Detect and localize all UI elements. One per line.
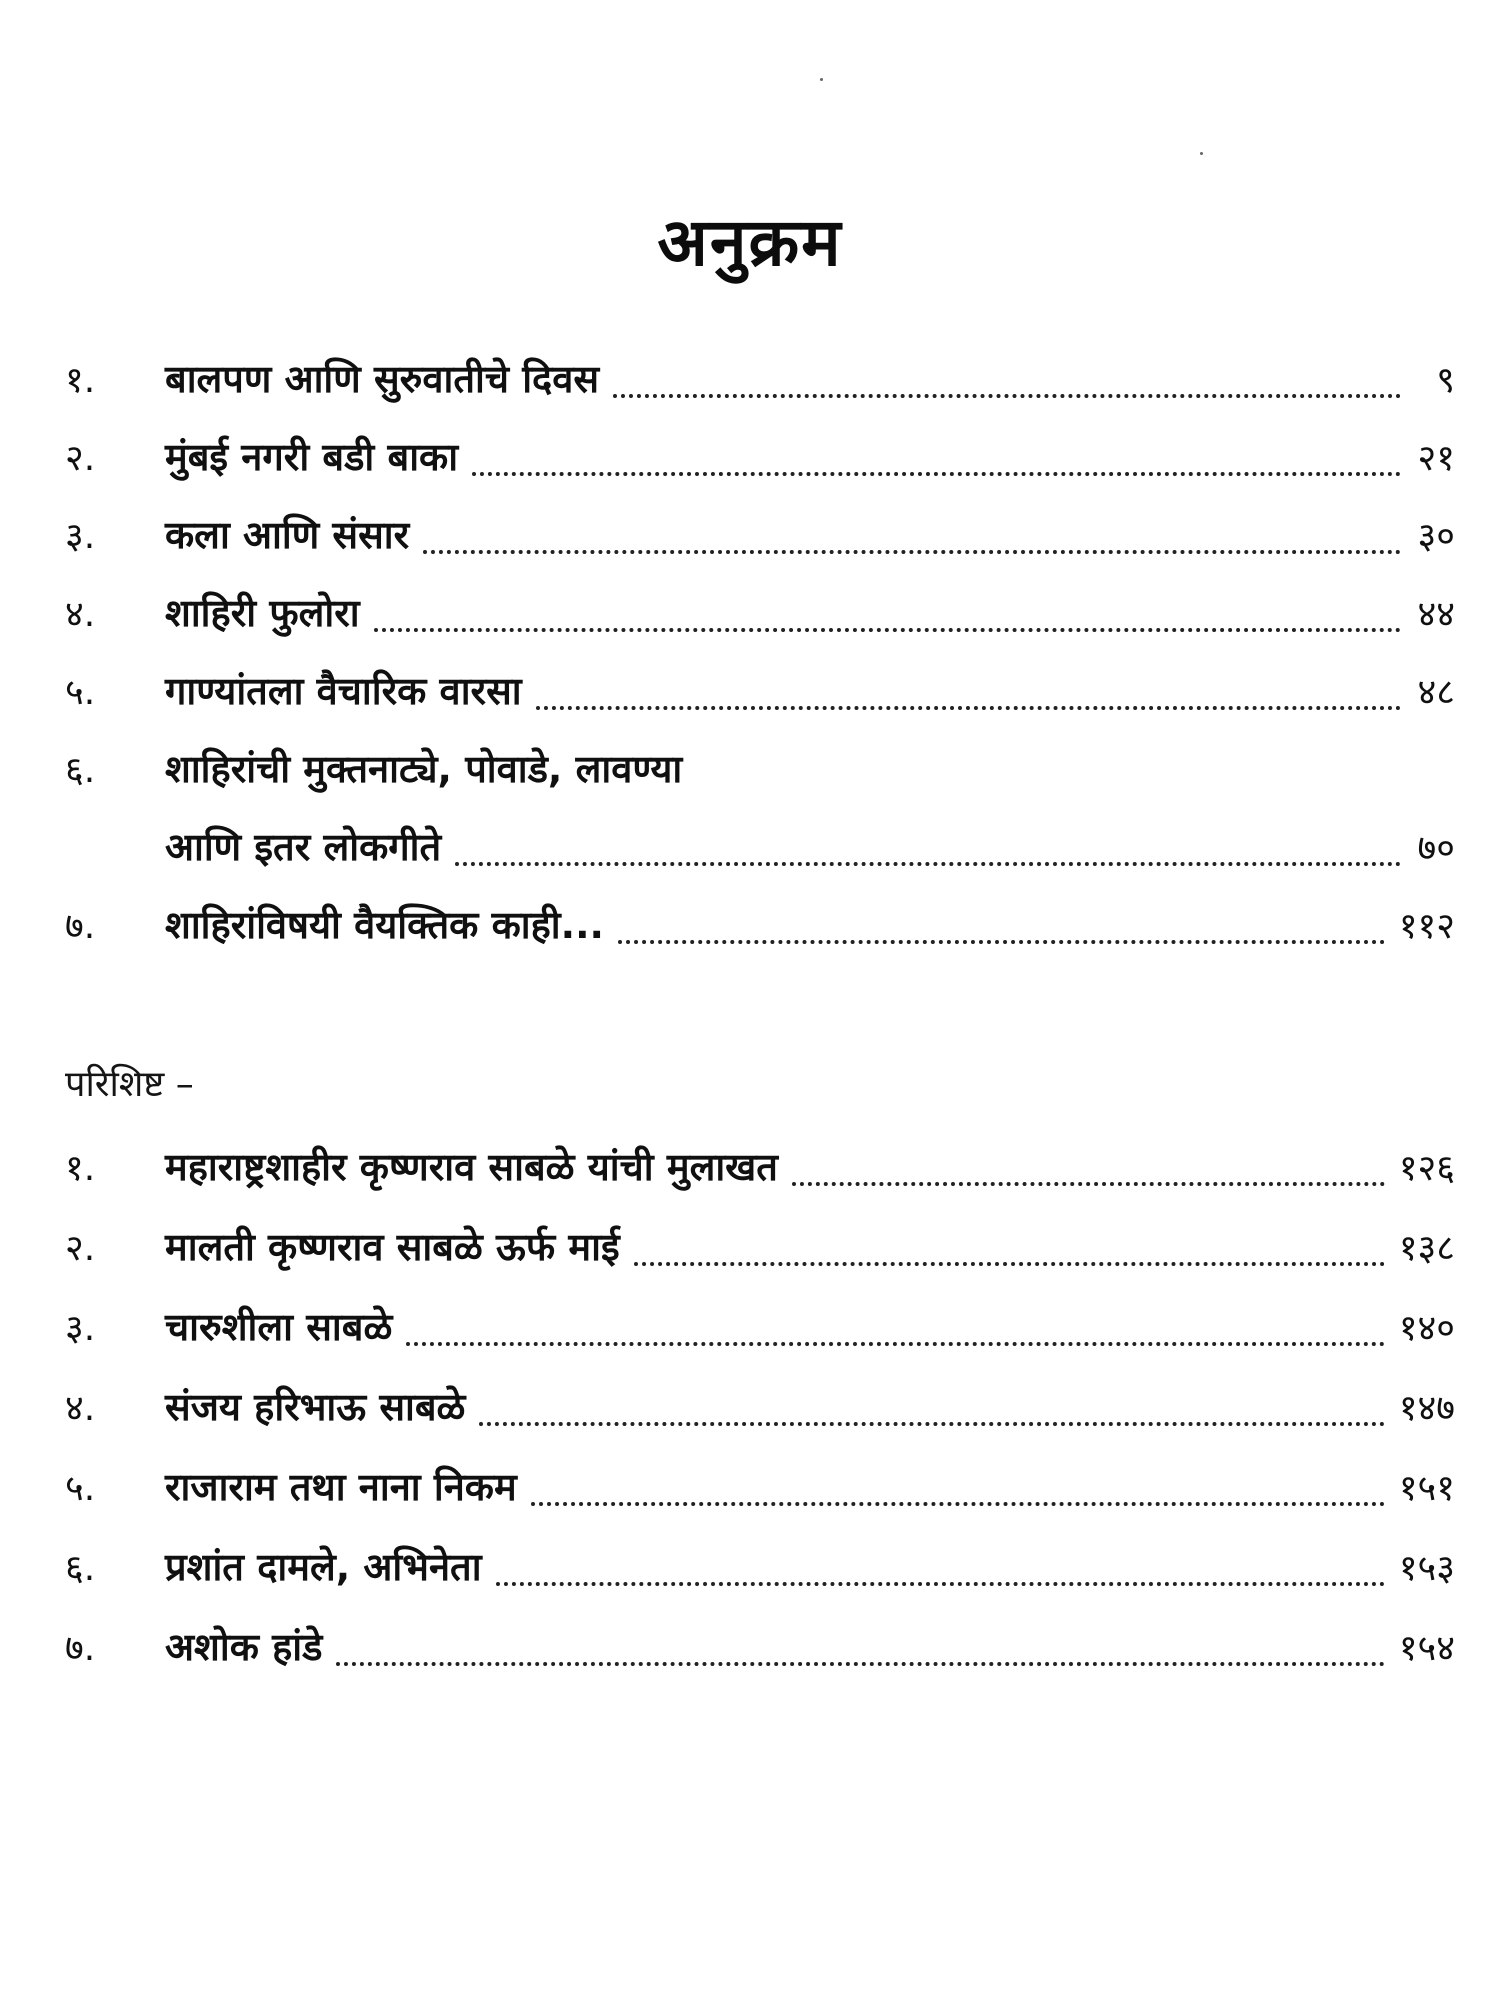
toc-entry-6-continued — [165, 820, 1455, 880]
toc-entry-3 — [65, 508, 1455, 568]
dot-leader — [792, 1182, 1385, 1186]
entry-title: प्रशांत दामले, अभिनेता — [165, 1545, 482, 1589]
entry-number: ७. — [65, 1628, 96, 1669]
entry-page: ७० — [1417, 828, 1455, 869]
toc-entry-7 — [65, 898, 1455, 958]
entry-page: १५१ — [1398, 1468, 1455, 1509]
entry-page: ९ — [1436, 360, 1455, 401]
entry-page: ४८ — [1417, 672, 1455, 713]
entry-title: महाराष्ट्रशाहीर कृष्णराव साबळे यांची मुलाखत — [165, 1145, 778, 1189]
entry-page: ११२ — [1398, 906, 1455, 947]
dot-leader — [479, 1422, 1384, 1426]
dot-leader — [618, 940, 1385, 944]
entry-page: १४० — [1398, 1308, 1455, 1349]
appendix-entry-3 — [65, 1300, 1455, 1360]
appendix-entry-4 — [65, 1380, 1455, 1440]
entry-number: १. — [65, 360, 96, 401]
entry-number: ६. — [65, 750, 96, 791]
entry-title: कला आणि संसार — [165, 513, 410, 557]
dot-leader — [496, 1582, 1385, 1586]
entry-number: २. — [65, 1228, 96, 1269]
entry-title: अशोक हांडे — [165, 1625, 323, 1669]
appendix-entry-6 — [65, 1540, 1455, 1600]
entry-title: गाण्यांतला वैचारिक वारसा — [165, 669, 522, 713]
appendix-entry-5 — [65, 1460, 1455, 1520]
appendix-entry-2 — [65, 1220, 1455, 1280]
entry-title: राजाराम तथा नाना निकम — [165, 1465, 517, 1509]
appendix-heading: परिशिष्ट – — [65, 1064, 194, 1105]
entry-title: शाहिरी फुलोरा — [165, 591, 360, 635]
scan-speck — [820, 78, 823, 81]
dot-leader — [374, 628, 1401, 632]
toc-entry-1 — [65, 352, 1455, 412]
dot-leader — [423, 550, 1401, 554]
entry-page: ३० — [1417, 516, 1455, 557]
dot-leader — [406, 1342, 1385, 1346]
entry-title-line2: आणि इतर लोकगीते — [165, 825, 442, 869]
entry-number: ४. — [65, 594, 96, 635]
toc-entry-4 — [65, 586, 1455, 646]
entry-number: ५. — [65, 1468, 96, 1509]
entry-page: १५३ — [1398, 1548, 1455, 1589]
page-title: अनुक्रम — [657, 204, 843, 281]
dot-leader — [613, 394, 1401, 398]
entry-number: २. — [65, 438, 96, 479]
entry-page: १३८ — [1398, 1228, 1455, 1269]
entry-number: ६. — [65, 1548, 96, 1589]
entry-number: १. — [65, 1148, 96, 1189]
entry-title: मुंबई नगरी बडी बाका — [165, 435, 459, 479]
entry-page: १५४ — [1398, 1628, 1455, 1669]
entry-page: २१ — [1417, 438, 1455, 479]
toc-entry-5 — [65, 664, 1455, 724]
dot-leader — [536, 706, 1401, 710]
appendix-entry-7 — [65, 1620, 1455, 1680]
entry-page: १४७ — [1398, 1388, 1455, 1429]
dot-leader — [634, 1262, 1385, 1266]
dot-leader — [472, 472, 1401, 476]
entry-page: ४४ — [1417, 594, 1455, 635]
entry-number: ४. — [65, 1388, 96, 1429]
dot-leader — [531, 1502, 1385, 1506]
entry-number: ५. — [65, 672, 96, 713]
entry-number: ३. — [65, 516, 96, 557]
entry-title: चारुशीला साबळे — [165, 1305, 393, 1349]
entry-title: संजय हरिभाऊ साबळे — [165, 1385, 466, 1429]
entry-title: शाहिरांविषयी वैयक्तिक काही... — [165, 903, 604, 947]
appendix-entry-1 — [65, 1140, 1455, 1200]
entry-title: मालती कृष्णराव साबळे ऊर्फ माई — [165, 1225, 620, 1269]
scan-speck — [1200, 152, 1203, 155]
entry-title: बालपण आणि सुरुवातीचे दिवस — [165, 357, 600, 401]
entry-page: १२६ — [1398, 1148, 1455, 1189]
entry-number: ७. — [65, 906, 96, 947]
dot-leader — [455, 862, 1401, 866]
entry-title: शाहिरांची मुक्तनाट्ये, पोवाडे, लावण्या — [165, 747, 683, 791]
toc-entry-6 — [65, 742, 1455, 802]
entry-number: ३. — [65, 1308, 96, 1349]
toc-entry-2 — [65, 430, 1455, 490]
dot-leader — [336, 1662, 1384, 1666]
